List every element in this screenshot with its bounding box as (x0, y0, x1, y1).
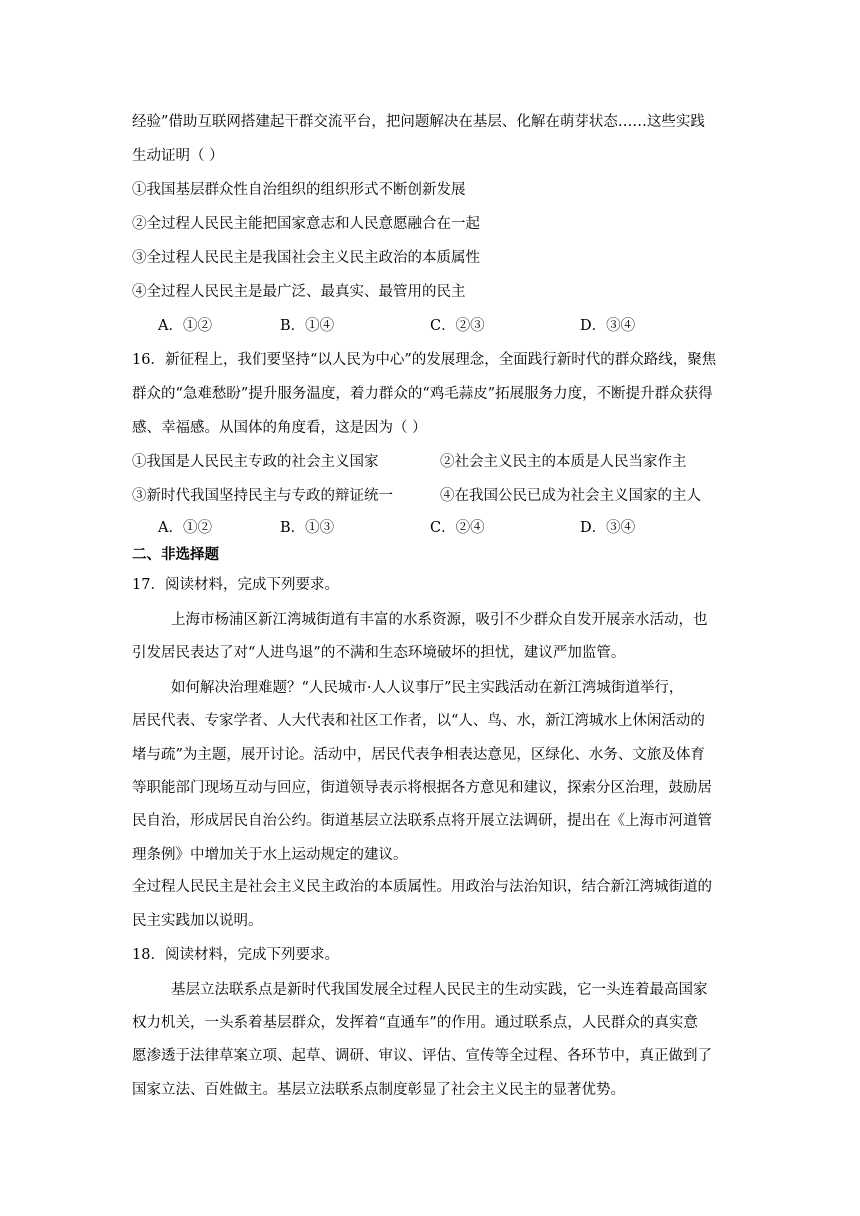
q16-statement: ④在我国公民已成为社会主义国家的主人 (440, 488, 701, 504)
q16-option-c[interactable]: C．②④ (430, 520, 485, 536)
q15-statement: ④全过程人民民主是最广泛、最真实、最管用的民主 (132, 284, 466, 300)
q18-material-line: 国家立法、百姓做主。基层立法联系点制度彰显了社会主义民主的显著优势。 (132, 1082, 625, 1098)
q15-statement: ③全过程人民民主是我国社会主义民主政治的本质属性 (132, 250, 480, 266)
q16-stem-line: 16．新征程上，我们要坚持“以人民为中心”的发展理念，全面践行新时代的群众路线，聚焦 (132, 352, 717, 368)
q17-material-line: 等职能部门现场互动与回应，街道领导表示将根据各方意见和建议，探索分区治理，鼓励居 (132, 780, 712, 796)
q17-material-line: 民自治，形成居民自治公约。街道基层立法联系点将开展立法调研，提出在《上海市河道管 (132, 813, 712, 829)
q17-material-line: 理条例》中增加关于水上运动规定的建议。 (132, 847, 408, 863)
q16-option-b[interactable]: B．①③ (280, 520, 335, 536)
q15-statement: ②全过程人民民主能把国家意志和人民意愿融合在一起 (132, 216, 480, 232)
q16-statement: ②社会主义民主的本质是人民当家作主 (440, 454, 687, 470)
q16-option-a[interactable]: A．①② (158, 520, 212, 536)
q15-option-b[interactable]: B．①④ (280, 318, 335, 334)
q18-title: 18．阅读材料，完成下列要求。 (132, 947, 339, 963)
q17-material-line: 上海市杨浦区新江湾城街道有丰富的水系资源，吸引不少群众自发开展亲水活动，也 (171, 612, 708, 628)
q17-question-line: 全过程人民民主是社会主义民主政治的本质属性。用政治与法治知识，结合新江湾城街道的 (132, 879, 712, 895)
q15-option-c[interactable]: C．②③ (430, 318, 485, 334)
q17-material-line: 堵与疏”为主题，展开讨论。活动中，居民代表争相表达意见，区绿化、水务、文旅及体育 (132, 747, 705, 763)
q16-option-d[interactable]: D．③④ (580, 520, 636, 536)
q15-stem-line: 生动证明（ ） (132, 148, 224, 164)
q18-material-line: 权力机关，一头系着基层群众，发挥着“直通车”的作用。通过联系点，人民群众的真实意 (132, 1015, 698, 1031)
q15-statement: ①我国基层群众性自治组织的组织形式不断创新发展 (132, 182, 466, 198)
q16-stem-line: 群众的“急难愁盼”提升服务温度，着力群众的“鸡毛蒜皮”拓展服务力度，不断提升群众获得 (132, 386, 713, 402)
q17-material-line: 引发居民表达了对“人进鸟退”的不满和生态环境破坏的担忧，建议严加监管。 (132, 645, 626, 661)
q16-statement: ①我国是人民民主专政的社会主义国家 (132, 454, 379, 470)
q17-question-line: 民主实践加以说明。 (132, 913, 263, 929)
q16-statement: ③新时代我国坚持民主与专政的辩证统一 (132, 488, 393, 504)
q15-option-a[interactable]: A．①② (158, 318, 212, 334)
q18-material-line: 愿渗透于法律草案立项、起草、调研、审议、评估、宣传等全过程、各环节中，真正做到了 (132, 1048, 712, 1064)
q15-option-d[interactable]: D．③④ (580, 318, 636, 334)
q17-material-line: 居民代表、专家学者、人大代表和社区工作者，以“人、鸟、水，新江湾城水上休闲活动的 (132, 713, 705, 729)
q18-material-line: 基层立法联系点是新时代我国发展全过程人民民主的生动实践，它一头连着最高国家 (171, 982, 708, 998)
q15-stem-line: 经验”借助互联网搭建起干群交流平台，把问题解决在基层、化解在萌芽状态……这些实践 (132, 114, 705, 130)
q17-title: 17．阅读材料，完成下列要求。 (132, 577, 339, 593)
q16-stem-line: 感、幸福感。从国体的角度看，这是因为（ ） (132, 420, 427, 436)
section-title: 二、非选择题 (132, 546, 219, 563)
q17-material-line: 如何解决治理难题？“人民城市·人人议事厅”民主实践活动在新江湾城街道举行， (171, 680, 684, 696)
